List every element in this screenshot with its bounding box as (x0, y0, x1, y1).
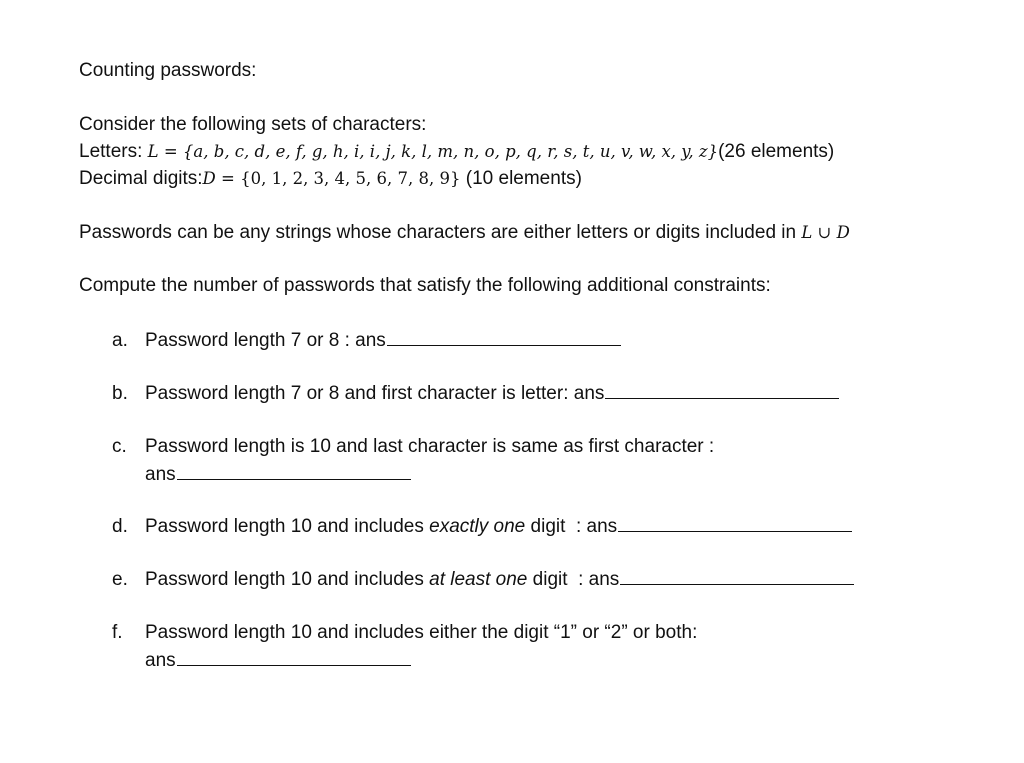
compute-instruction: Compute the number of passwords that satisfy the following additional constraints: (79, 275, 771, 296)
question-b (112, 381, 839, 406)
question-d-answer-blank[interactable] (618, 514, 852, 532)
digits-line (79, 167, 582, 191)
question-c-marker: c. (112, 436, 127, 457)
question-b-answer-blank[interactable] (605, 381, 839, 399)
question-c (112, 435, 714, 459)
heading: Counting passwords: (79, 60, 257, 81)
letters-label: Letters: (79, 141, 148, 162)
question-a-marker: a. (112, 330, 128, 351)
question-d-text-post: digit : ans (525, 516, 618, 537)
question-c-answer-line (145, 462, 411, 487)
passwords-text: Passwords can be any strings whose characters are either letters or digits included in (79, 222, 802, 243)
digits-count: (10 elements) (460, 168, 582, 189)
question-f-answer-line (145, 648, 411, 673)
letters-count: (26 elements) (718, 141, 835, 162)
question-b-text: Password length 7 or 8 and first character is letter: ans (145, 383, 605, 404)
question-e-text-post: digit : ans (527, 569, 620, 590)
question-a (112, 328, 621, 353)
question-e-emphasis: at least one (429, 569, 528, 590)
question-e-answer-blank[interactable] (620, 567, 854, 585)
question-a-answer-blank[interactable] (387, 328, 621, 346)
question-c-ans-label: ans (145, 464, 176, 485)
letters-set-math: L = {a, b, c, d, e, f, g, h, i, i, j, k, l, m, n, o, p, q, r, s, t, u, v, w, x, y, z} (147, 142, 719, 161)
question-e-text-pre: Password length 10 and includes (145, 569, 430, 590)
question-d (112, 514, 852, 539)
question-f-ans-label: ans (145, 650, 176, 671)
digits-var-math: D (202, 169, 216, 188)
question-c-text: Password length is 10 and last character is same as first character : (145, 436, 715, 457)
union-math: L ∪ D (801, 223, 850, 242)
question-c-answer-blank[interactable] (177, 462, 411, 480)
question-d-marker: d. (112, 516, 128, 537)
question-f-marker: f. (112, 622, 123, 643)
question-f (112, 621, 697, 645)
question-f-text: Password length 10 and includes either the digit “1” or “2” or both: (145, 622, 698, 643)
digits-set-math: = {0, 1, 2, 3, 4, 5, 6, 7, 8, 9} (215, 169, 461, 188)
question-e (112, 567, 854, 592)
question-d-emphasis: exactly one (429, 516, 526, 537)
passwords-definition (79, 221, 850, 245)
intro-text: Consider the following sets of characters: (79, 114, 427, 135)
question-f-answer-blank[interactable] (177, 648, 411, 666)
question-d-text-pre: Password length 10 and includes (145, 516, 430, 537)
question-a-text: Password length 7 or 8 : ans (145, 330, 386, 351)
digits-label: Decimal digits: (79, 168, 203, 189)
letters-line (79, 140, 834, 164)
question-b-marker: b. (112, 383, 128, 404)
question-e-marker: e. (112, 569, 128, 590)
